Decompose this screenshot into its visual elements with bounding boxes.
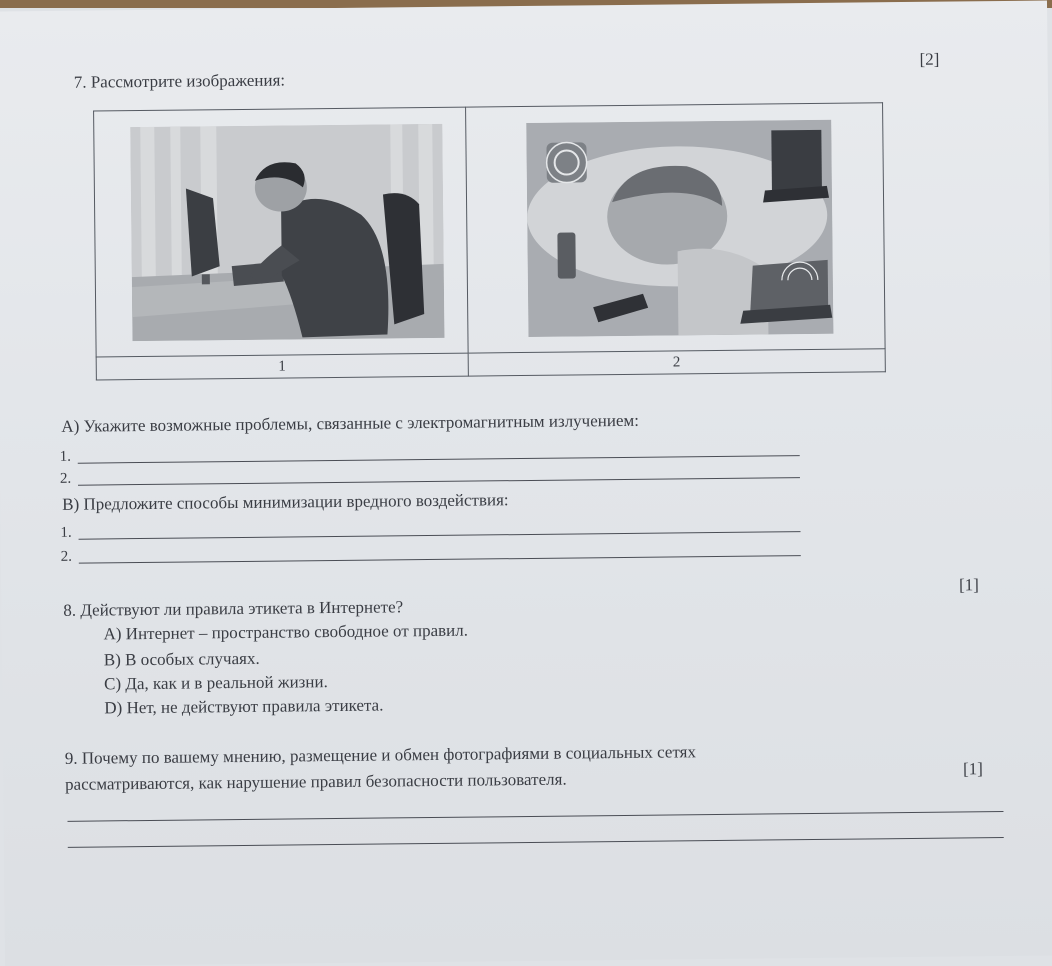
answer-b-line-2[interactable]: [79, 555, 801, 564]
question-8-title: 8. Действуют ли правила этикета в Интернете?: [63, 597, 404, 620]
image-label-1: 1: [96, 353, 468, 380]
question-8-option-a[interactable]: А) Интернет – пространство свободное от правил.: [103, 620, 469, 644]
answer-a-number-1: 1.: [59, 448, 72, 465]
answer-a-line-1[interactable]: [78, 455, 800, 464]
question-9-text-line-2: рассматриваются, как нарушение правил безопасности пользователя.: [65, 769, 567, 794]
images-table: [93, 102, 886, 380]
question-7-part-b: В) Предложите способы минимизации вредного воздействия:: [62, 490, 509, 514]
answer-a-line-2[interactable]: [78, 477, 800, 486]
image-cell-2: [465, 103, 885, 353]
photo-man-at-computer: [130, 124, 444, 341]
answer-b-line-1[interactable]: [79, 531, 801, 540]
answer-9-line-2[interactable]: [68, 837, 1004, 848]
question-8-marks: [1]: [958, 575, 980, 595]
question-8-option-b[interactable]: В) В особых случаях.: [103, 648, 260, 670]
question-8-option-c[interactable]: С) Да, как и в реальной жизни.: [103, 672, 328, 694]
image-cell-1: [94, 107, 468, 357]
question-9-marks: [1]: [962, 759, 983, 779]
question-7-part-a: А) Укажите возможные проблемы, связанные с электромагнитным излучением:: [61, 410, 640, 436]
question-9-text-line-1: 9. Почему по вашему мнению, размещение и обмен фотографиями в социальных сетях: [64, 742, 697, 768]
answer-9-line-1[interactable]: [68, 811, 1004, 822]
answer-b-number-2: 2.: [60, 548, 73, 565]
photo-child-sleeping-with-devices: [526, 120, 833, 337]
worksheet-page: [0, 1, 1052, 966]
question-7-title: 7. Рассмотрите изображения:: [73, 70, 286, 92]
image-label-2: 2: [468, 349, 886, 376]
answer-a-number-2: 2.: [59, 470, 72, 487]
question-8-option-d[interactable]: D) Нет, не действуют правила этикета.: [104, 695, 384, 718]
question-7-marks: [2]: [919, 49, 940, 69]
answer-b-number-1: 1.: [60, 524, 72, 541]
